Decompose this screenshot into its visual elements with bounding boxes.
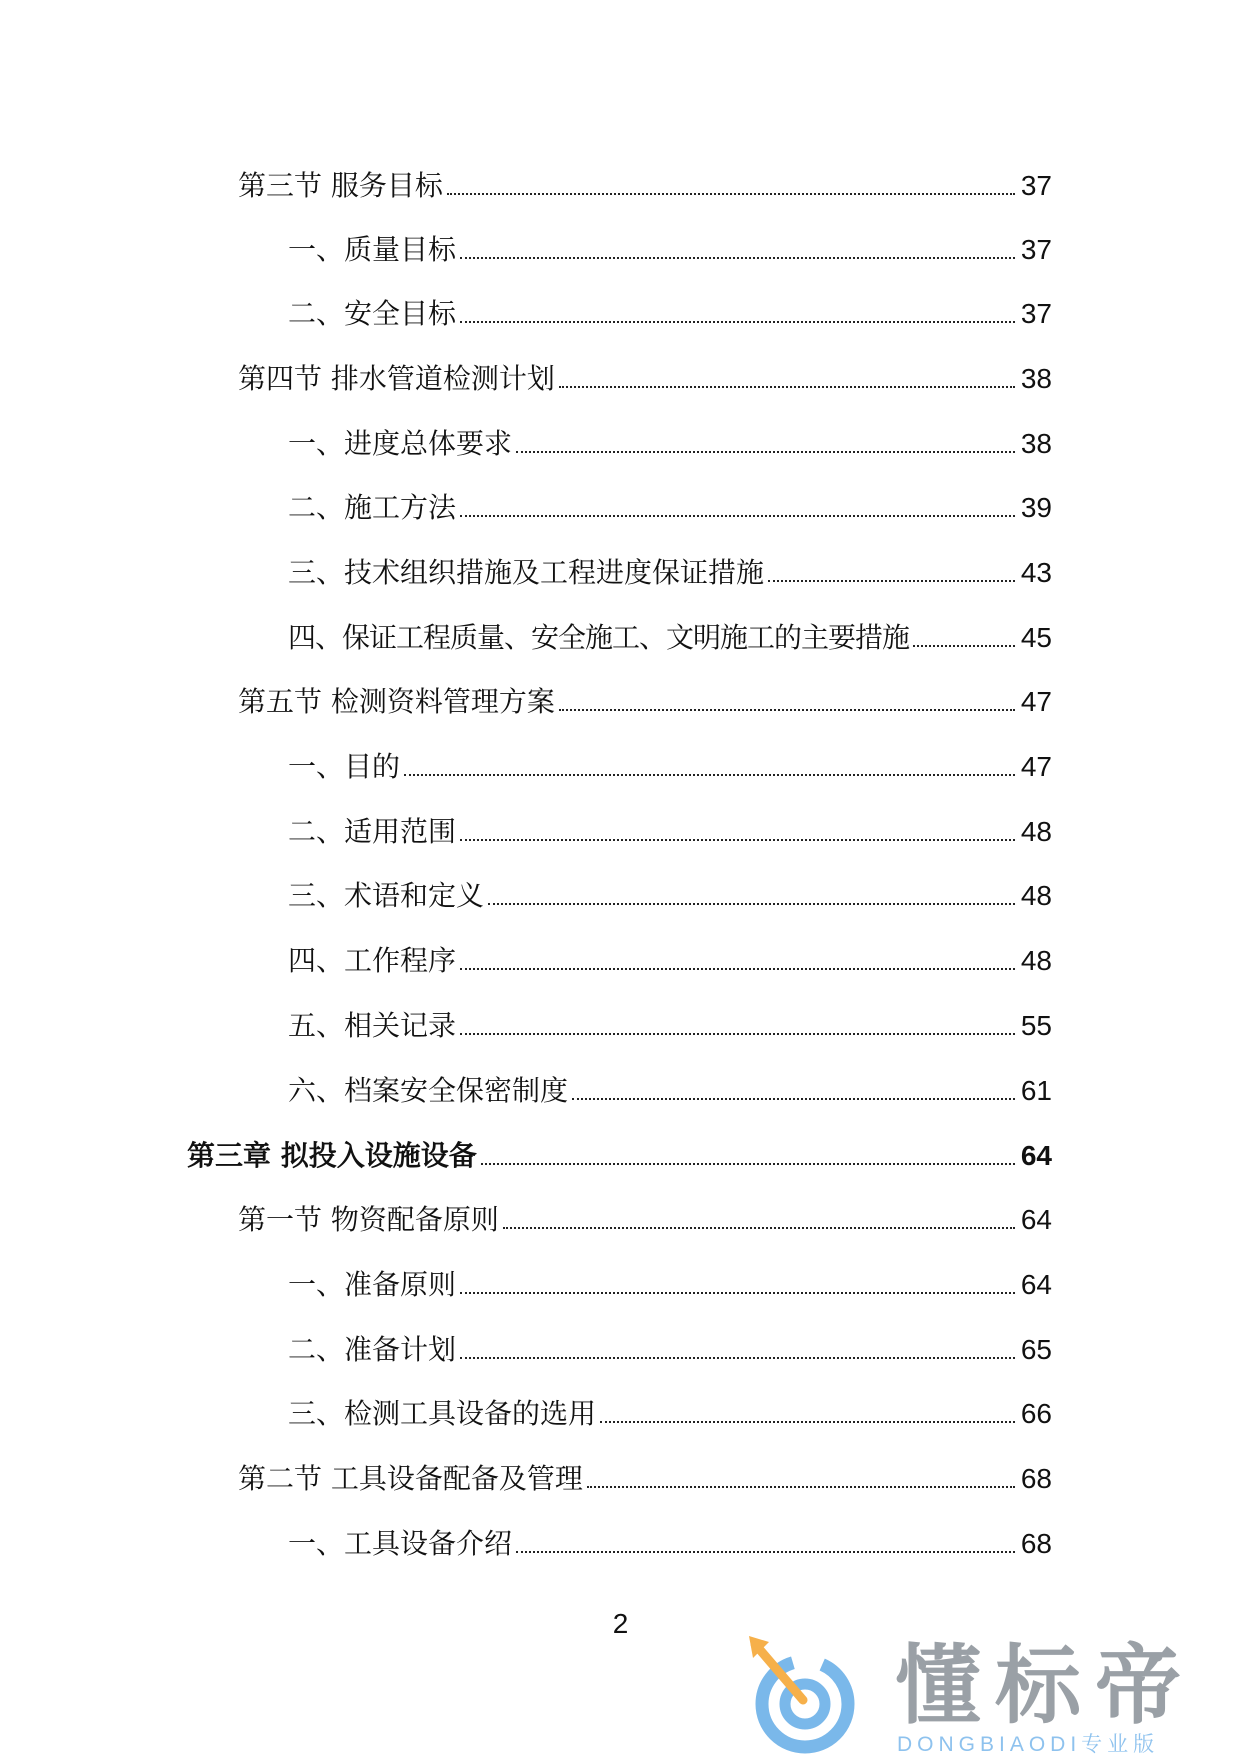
toc-entry-title: 四、工作程序 <box>288 944 457 977</box>
toc-entry-title: 一、进度总体要求 <box>288 427 513 460</box>
toc-dot-leader <box>460 257 1015 259</box>
watermark <box>745 1636 1225 1754</box>
toc-dot-leader <box>460 968 1015 970</box>
toc-dot-leader <box>488 903 1015 905</box>
toc-entry[interactable] <box>288 553 1052 593</box>
toc-entry-title: 五、相关记录 <box>288 1009 457 1042</box>
toc-entry[interactable] <box>288 1330 1052 1370</box>
toc-page-number: 64 <box>1020 1204 1052 1235</box>
toc-dot-leader <box>587 1486 1015 1488</box>
toc-entry-title: 二、适用范围 <box>288 815 457 848</box>
toc-entry[interactable] <box>238 1200 1052 1240</box>
toc-dot-leader <box>516 451 1015 453</box>
toc-page-number: 64 <box>1020 1269 1052 1300</box>
toc-page-number: 47 <box>1020 751 1052 782</box>
toc-entry-title: 第一节 物资配备原则 <box>238 1203 499 1236</box>
toc-page-number: 39 <box>1020 492 1052 523</box>
toc-entry[interactable] <box>288 1006 1052 1046</box>
toc-dot-leader <box>460 1033 1015 1035</box>
toc-page-number: 47 <box>1020 686 1052 717</box>
toc-dot-leader <box>559 386 1015 388</box>
toc-dot-leader <box>481 1163 1015 1165</box>
toc-entry-title: 六、档案安全保密制度 <box>288 1074 569 1107</box>
toc-page-number: 37 <box>1020 170 1052 201</box>
toc-dot-leader <box>447 193 1015 195</box>
toc-dot-leader <box>516 1551 1015 1553</box>
toc-entry-title: 第五节 检测资料管理方案 <box>238 685 555 718</box>
toc-entry[interactable] <box>238 359 1052 399</box>
toc-page-number: 64 <box>1020 1140 1052 1171</box>
toc-dot-leader <box>768 580 1015 582</box>
toc-dot-leader <box>913 645 1015 647</box>
toc-entry-title: 三、术语和定义 <box>288 879 485 912</box>
toc-page-number: 45 <box>1020 622 1052 653</box>
toc-dot-leader <box>460 321 1015 323</box>
toc-page-number: 66 <box>1020 1398 1052 1429</box>
watermark-subtitle: DONGBIAODI专业版 <box>897 1733 1160 1756</box>
toc-page-number: 65 <box>1020 1334 1052 1365</box>
toc-entry-title: 四、保证工程质量、安全施工、文明施工的主要措施 <box>288 621 910 654</box>
toc-entry-title: 二、安全目标 <box>288 297 457 330</box>
toc-page-number: 43 <box>1020 557 1052 588</box>
toc-page-number: 55 <box>1020 1010 1052 1041</box>
toc-entry-title: 一、准备原则 <box>288 1268 457 1301</box>
toc-entry[interactable] <box>288 424 1052 464</box>
toc-entry[interactable] <box>238 682 1052 722</box>
toc-entry[interactable] <box>238 166 1052 206</box>
toc-entry-title: 三、技术组织措施及工程进度保证措施 <box>288 556 765 589</box>
toc-page-number: 48 <box>1020 816 1052 847</box>
toc-entry[interactable] <box>288 294 1052 334</box>
toc-entry[interactable] <box>288 1265 1052 1305</box>
toc-entry[interactable] <box>288 812 1052 852</box>
toc-page-number: 48 <box>1020 880 1052 911</box>
toc-entry-title: 二、准备计划 <box>288 1333 457 1366</box>
toc-entry[interactable] <box>288 618 1052 658</box>
toc-page-number: 61 <box>1020 1075 1052 1106</box>
toc-entry[interactable] <box>238 1459 1052 1499</box>
toc-entry-title: 二、施工方法 <box>288 491 457 524</box>
toc-entry[interactable] <box>288 1524 1052 1564</box>
target-arrow-icon <box>745 1636 875 1754</box>
toc-page-number: 48 <box>1020 945 1052 976</box>
toc-dot-leader <box>460 515 1015 517</box>
watermark-brand-name: 懂标帝 <box>895 1636 1195 1736</box>
toc-entry[interactable] <box>288 941 1052 981</box>
toc-page-number: 68 <box>1020 1528 1052 1559</box>
toc-entry[interactable] <box>288 1394 1052 1434</box>
toc-entry[interactable] <box>288 747 1052 787</box>
toc-page-number: 37 <box>1020 234 1052 265</box>
toc-page-number: 68 <box>1020 1463 1052 1494</box>
toc-dot-leader <box>404 774 1015 776</box>
toc-entry-title: 第三章 拟投入设施设备 <box>187 1139 477 1172</box>
toc-entry-title: 一、质量目标 <box>288 233 457 266</box>
toc-page-number: 38 <box>1020 363 1052 394</box>
toc-entry-title: 第四节 排水管道检测计划 <box>238 362 555 395</box>
toc-page-number: 38 <box>1020 428 1052 459</box>
toc-entry[interactable] <box>288 1071 1052 1111</box>
toc-entry-title: 一、目的 <box>288 750 401 783</box>
toc-entry-title: 第三节 服务目标 <box>238 169 443 202</box>
toc-dot-leader <box>600 1421 1015 1423</box>
toc-page-number: 37 <box>1020 298 1052 329</box>
toc-dot-leader <box>460 839 1015 841</box>
toc-dot-leader <box>460 1357 1015 1359</box>
toc-dot-leader <box>460 1292 1015 1294</box>
toc-entry-title: 三、检测工具设备的选用 <box>288 1397 597 1430</box>
toc-dot-leader <box>572 1098 1015 1100</box>
toc-entry-chapter[interactable] <box>187 1136 1052 1176</box>
toc-entry[interactable] <box>288 488 1052 528</box>
toc-entry-title: 第二节 工具设备配备及管理 <box>238 1462 583 1495</box>
toc-entry-title: 一、工具设备介绍 <box>288 1527 513 1560</box>
toc-entry[interactable] <box>288 876 1052 916</box>
toc-dot-leader <box>503 1227 1015 1229</box>
toc-dot-leader <box>559 709 1015 711</box>
page-number: 2 <box>612 1608 629 1639</box>
toc-entry[interactable] <box>288 230 1052 270</box>
